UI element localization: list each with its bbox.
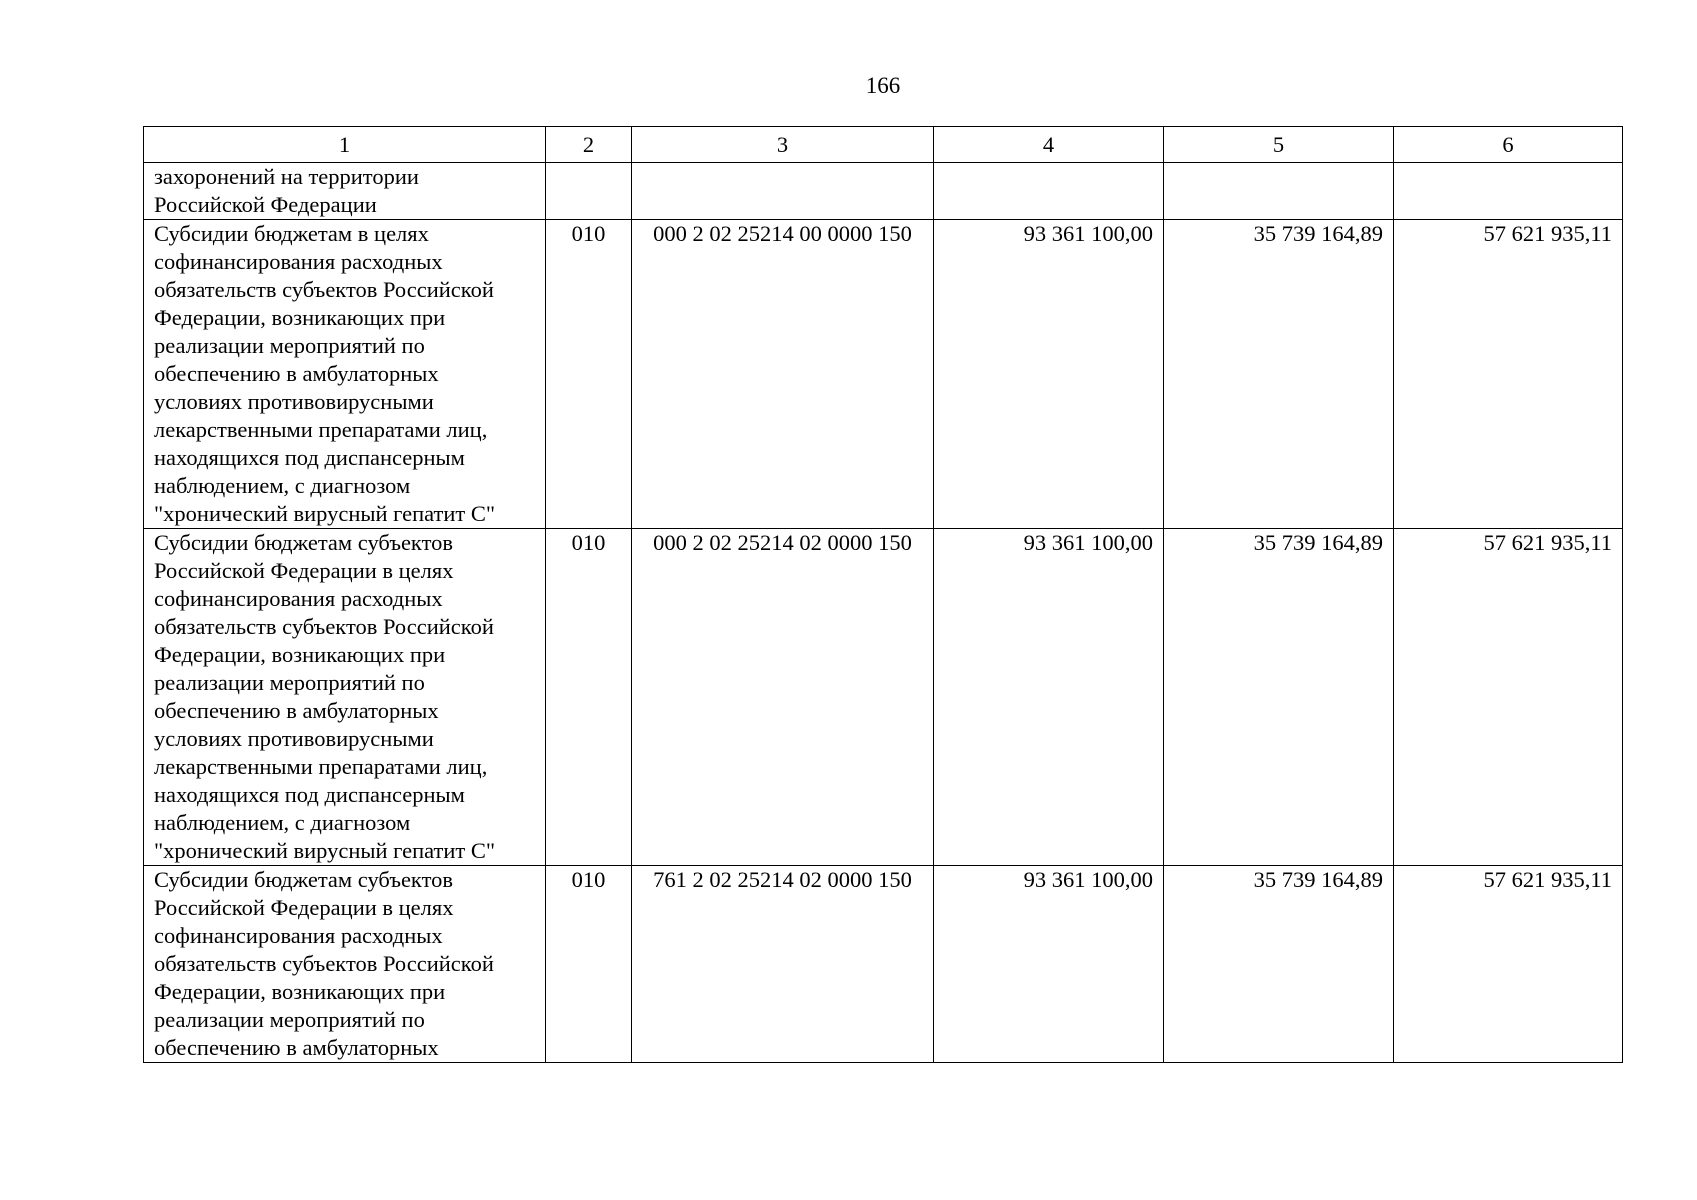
row-col5-cell: [1164, 163, 1394, 220]
row-col4-cell: [934, 163, 1164, 220]
row-col5-cell: 35 739 164,89: [1164, 529, 1394, 866]
row-name-cell: Субсидии бюджетам субъектов Российской Федерации в целях софинансирования расходных обязательств субъектов Российской Федерации, возникающих при реализации мероприятий по обеспечению в амбулаторных: [144, 866, 546, 1063]
row-admin-code-cell: [546, 163, 632, 220]
row-budget-code-cell: [632, 163, 934, 220]
row-col5-cell: 35 739 164,89: [1164, 220, 1394, 529]
table-row: [144, 529, 1623, 866]
row-col6-cell: 57 621 935,11: [1394, 866, 1623, 1063]
row-admin-code-cell: 010: [546, 529, 632, 866]
table-row: [144, 220, 1623, 529]
row-budget-code-cell: 000 2 02 25214 00 0000 150: [632, 220, 934, 529]
row-col4-cell: 93 361 100,00: [934, 220, 1164, 529]
page-number: 166: [865, 73, 901, 98]
row-col6-cell: 57 621 935,11: [1394, 220, 1623, 529]
column-header-6: 6: [1394, 127, 1623, 163]
row-name-cell: захоронений на территории Российской Федерации: [144, 163, 546, 220]
row-col4-cell: 93 361 100,00: [934, 866, 1164, 1063]
header-row: [144, 127, 1623, 163]
row-budget-code-cell: 000 2 02 25214 02 0000 150: [632, 529, 934, 866]
row-admin-code-cell: 010: [546, 220, 632, 529]
column-header-3: 3: [632, 127, 934, 163]
row-budget-code-cell: 761 2 02 25214 02 0000 150: [632, 866, 934, 1063]
table-row: [144, 163, 1623, 220]
row-col6-cell: 57 621 935,11: [1394, 529, 1623, 866]
column-header-1: 1: [144, 127, 546, 163]
row-name-cell: Субсидии бюджетам субъектов Российской Федерации в целях софинансирования расходных обязательств субъектов Российской Федерации, возникающих при реализации мероприятий по обеспечению в амбулаторных условиях противовирусными лекарственными препаратами лиц, находящихся под диспансерным наблюдением, с диагнозом "хронический вирусный гепатит С": [144, 529, 546, 866]
column-header-4: 4: [934, 127, 1164, 163]
table-row: [144, 866, 1623, 1063]
column-header-5: 5: [1164, 127, 1394, 163]
row-col6-cell: [1394, 163, 1623, 220]
row-col4-cell: 93 361 100,00: [934, 529, 1164, 866]
column-header-2: 2: [546, 127, 632, 163]
row-admin-code-cell: 010: [546, 866, 632, 1063]
budget-table: [143, 126, 1623, 1063]
row-name-cell: Субсидии бюджетам в целях софинансирования расходных обязательств субъектов Российской Федерации, возникающих при реализации мероприятий по обеспечению в амбулаторных условиях противовирусными лекарственными препаратами лиц, находящихся под диспансерным наблюдением, с диагнозом "хронический вирусный гепатит С": [144, 220, 546, 529]
row-col5-cell: 35 739 164,89: [1164, 866, 1394, 1063]
